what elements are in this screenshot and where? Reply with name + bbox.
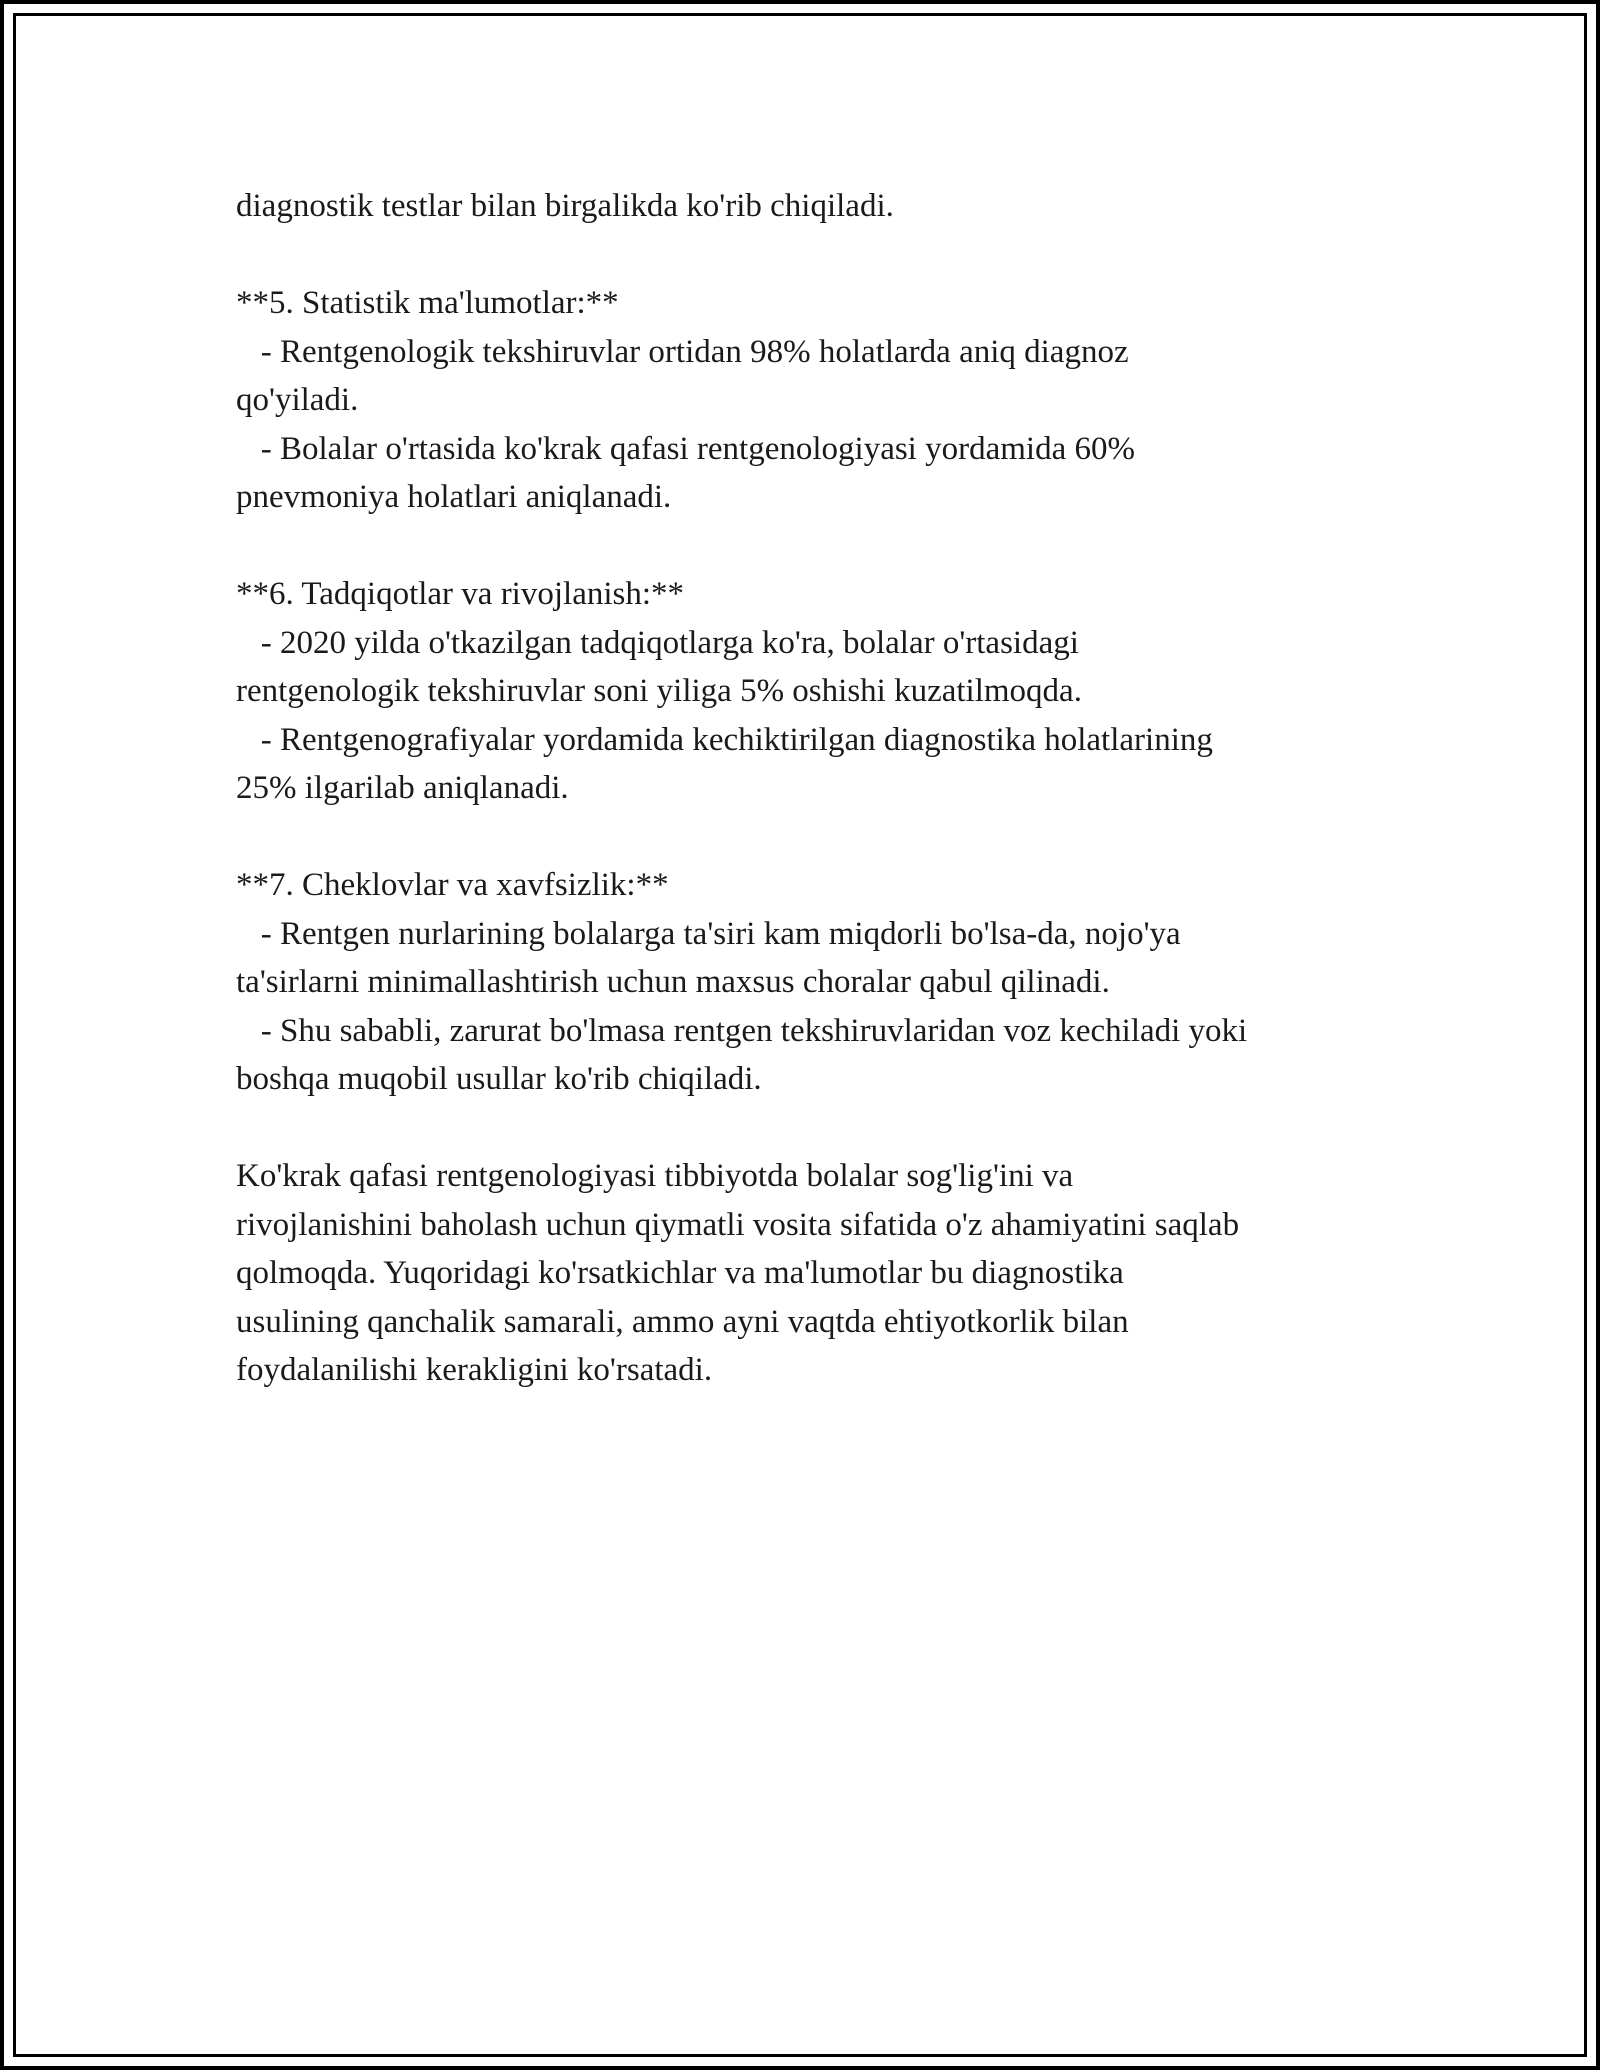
conclusion-line-5: foydalanilishi kerakligini ko'rsatadi. [236, 1352, 713, 1388]
section-7-heading: **7. Cheklovlar va xavfsizlik:** [236, 867, 669, 903]
section-5 [236, 279, 1386, 522]
conclusion-line-2: rivojlanishini baholash uchun qiymatli vosita sifatida o'z ahamiyatini saqlab [236, 1206, 1240, 1243]
section-7-item-2-line-2: boshqa muqobil usullar ko'rib chiqiladi. [236, 1061, 762, 1097]
section-6-heading: **6. Tadqiqotlar va rivojlanish:** [236, 576, 685, 612]
section-6-item-2-line-2: 25% ilgarilab aniqlanadi. [236, 770, 569, 806]
section-6-item-1-line-1: - 2020 yilda o'tkazilgan tadqiqotlarga ko'ra, bolalar o'rtasidagi [236, 624, 1079, 661]
section-7-item-2-line-1: - Shu sababli, zarurat bo'lmasa rentgen tekshiruvlaridan voz kechiladi yoki [236, 1012, 1248, 1049]
conclusion-paragraph [236, 1152, 1386, 1395]
paragraph-gap [236, 1104, 1386, 1153]
paragraph-gap [236, 231, 1386, 280]
paragraph-gap [236, 813, 1386, 862]
document-body [236, 182, 1386, 1395]
section-5-item-1-line-2: qo'yiladi. [236, 382, 359, 418]
conclusion-line-1: Ko'krak qafasi rentgenologiyasi tibbiyotda bolalar sog'lig'ini va [236, 1158, 1074, 1194]
intro-continuation: diagnostik testlar bilan birgalikda ko'rib chiqiladi. [236, 188, 894, 224]
conclusion-line-3: qolmoqda. Yuqoridagi ko'rsatkichlar va ma'lumotlar bu diagnostika [236, 1255, 1124, 1291]
conclusion-line-4: usulining qanchalik samarali, ammo ayni vaqtda ehtiyotkorlik bilan [236, 1303, 1129, 1340]
section-7-item-1-line-2: ta'sirlarni minimallashtirish uchun maxsus choralar qabul qilinadi. [236, 964, 1110, 1000]
section-6-item-2-line-1: - Rentgenografiyalar yordamida kechiktirilgan diagnostika holatlarining [236, 721, 1213, 758]
section-7 [236, 861, 1386, 1104]
section-7-item-1-line-1: - Rentgen nurlarining bolalarga ta'siri kam miqdorli bo'lsa-da, nojo'ya [236, 915, 1181, 952]
section-5-heading: **5. Statistik ma'lumotlar:** [236, 285, 619, 321]
section-5-item-2-line-2: pnevmoniya holatlari aniqlanadi. [236, 479, 672, 515]
section-6 [236, 570, 1386, 813]
paragraph-gap [236, 522, 1386, 571]
section-5-item-2-line-1: - Bolalar o'rtasida ko'krak qafasi rentgenologiyasi yordamida 60% [236, 430, 1135, 467]
section-6-item-1-line-2: rentgenologik tekshiruvlar soni yiliga 5% oshishi kuzatilmoqda. [236, 673, 1082, 709]
section-5-item-1-line-1: - Rentgenologik tekshiruvlar ortidan 98% holatlarda aniq diagnoz [236, 333, 1129, 370]
